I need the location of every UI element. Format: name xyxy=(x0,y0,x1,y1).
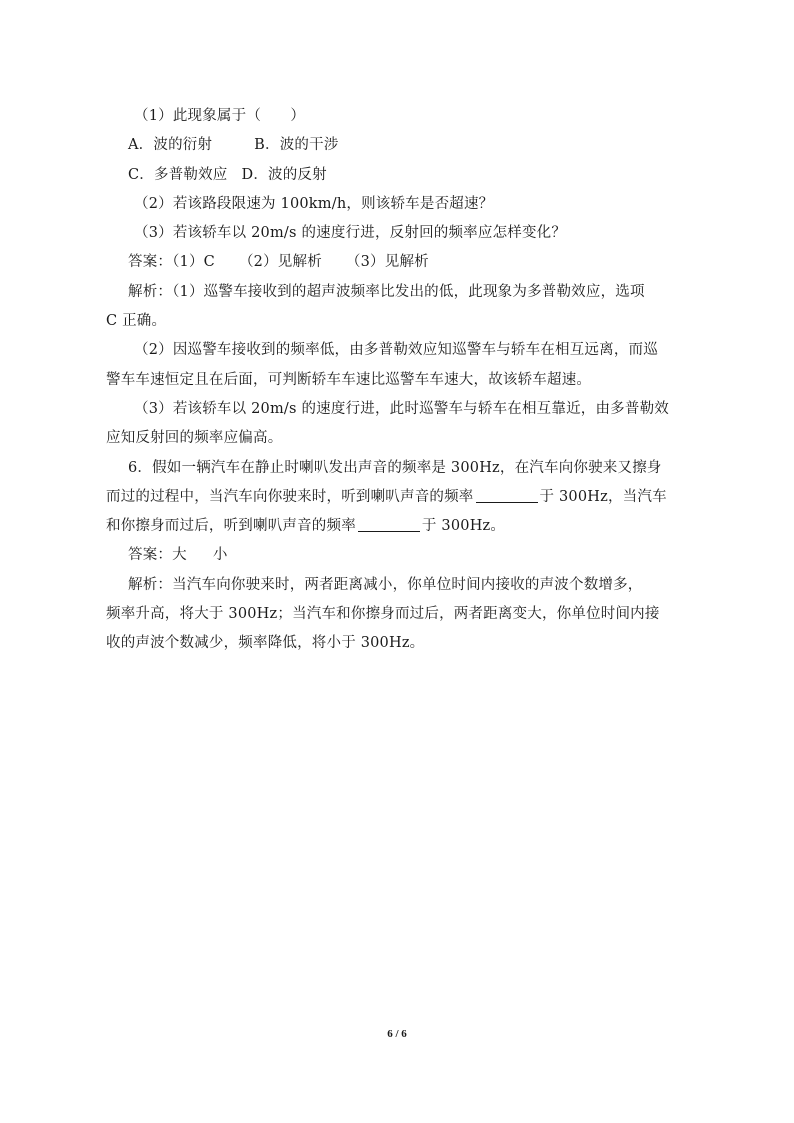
q6-stem-b xyxy=(106,483,694,512)
analysis-text: 警车车速恒定且在后面，可判断轿车车速比巡警车车速大，故该轿车超速。 xyxy=(106,371,592,388)
q5-analysis-2b xyxy=(106,366,694,395)
question-text: 6．假如一辆汽车在静止时喇叭发出声音的频率是 300Hz，在汽车向你驶来又擦身 xyxy=(128,459,662,476)
q5-part3 xyxy=(106,219,694,248)
q5-analysis-1a xyxy=(106,278,694,307)
q5-analysis-2a xyxy=(106,336,694,365)
answer-2: 小 xyxy=(212,547,228,564)
question-text: 于 300Hz。 xyxy=(421,518,506,535)
analysis-text: 应知反射回的频率应偏高。 xyxy=(106,430,283,447)
analysis-text: C 正确。 xyxy=(106,313,167,330)
q5-analysis-1b xyxy=(106,307,694,336)
fill-blank-1 xyxy=(476,488,538,503)
question-text: 于 300Hz，当汽车 xyxy=(539,488,667,505)
answer-2: （2）见解析 xyxy=(238,254,322,271)
analysis-text: 解析：（1）巡警车接收到的超声波频率比发出的低，此现象为多普勒效应，选项 xyxy=(128,283,645,300)
option-d: D．波的反射 xyxy=(241,166,327,183)
q6-answer xyxy=(106,541,694,570)
page-number: 6 / 6 xyxy=(387,1028,407,1040)
answer-label: 答案： xyxy=(128,254,173,271)
q5-options-row-2 xyxy=(106,161,694,190)
q5-options-row-1 xyxy=(106,131,694,160)
answer-1: （1）C xyxy=(172,254,215,271)
q5-part1-stem-text: （1）此现象属于（ ） xyxy=(134,108,306,124)
q5-analysis-3b xyxy=(106,424,694,453)
q6-analysis-b xyxy=(106,600,694,629)
answer-label: 答案： xyxy=(128,547,173,564)
analysis-text: 频率升高，将大于 300Hz；当汽车和你擦身而过后，两者距离变大，你单位时间内接 xyxy=(106,606,660,623)
answer-3: （3）见解析 xyxy=(345,254,429,271)
q6-analysis-a xyxy=(106,571,694,600)
q6-stem-a xyxy=(106,454,694,483)
q6-analysis-c xyxy=(106,629,694,658)
q5-part3-text: （3）若该轿车以 20m/s 的速度行进，反射回的频率应怎样变化？ xyxy=(134,225,567,242)
option-a: A．波的衍射 xyxy=(128,137,213,154)
page-content xyxy=(106,102,694,659)
analysis-text: 收的声波个数减少，频率降低，将小于 300Hz。 xyxy=(106,635,425,652)
analysis-text: （3）若该轿车以 20m/s 的速度行进，此时巡警车与轿车在相互靠近，由多普勒效 xyxy=(134,400,669,417)
q5-part2 xyxy=(106,190,694,219)
option-b: B．波的干涉 xyxy=(254,137,339,154)
q5-part2-text: （2）若该路段限速为 100km/h，则该轿车是否超速？ xyxy=(134,195,494,212)
q5-answer xyxy=(106,248,694,277)
q5-analysis-3a xyxy=(106,395,694,424)
option-c: C．多普勒效应 xyxy=(128,166,228,183)
analysis-text: 解析：当汽车向你驶来时，两者距离减小，你单位时间内接收的声波个数增多， xyxy=(128,576,643,593)
answer-1: 大 xyxy=(172,547,187,564)
q5-part1-stem xyxy=(106,102,694,131)
question-text: 而过的过程中，当汽车向你驶来时，听到喇叭声音的频率 xyxy=(106,488,474,505)
analysis-text: （2）因巡警车接收到的频率低，由多普勒效应知巡警车与轿车在相互远离，而巡 xyxy=(134,342,658,359)
fill-blank-2 xyxy=(358,517,420,532)
q6-stem-c xyxy=(106,512,694,541)
question-text: 和你擦身而过后，听到喇叭声音的频率 xyxy=(106,518,356,535)
